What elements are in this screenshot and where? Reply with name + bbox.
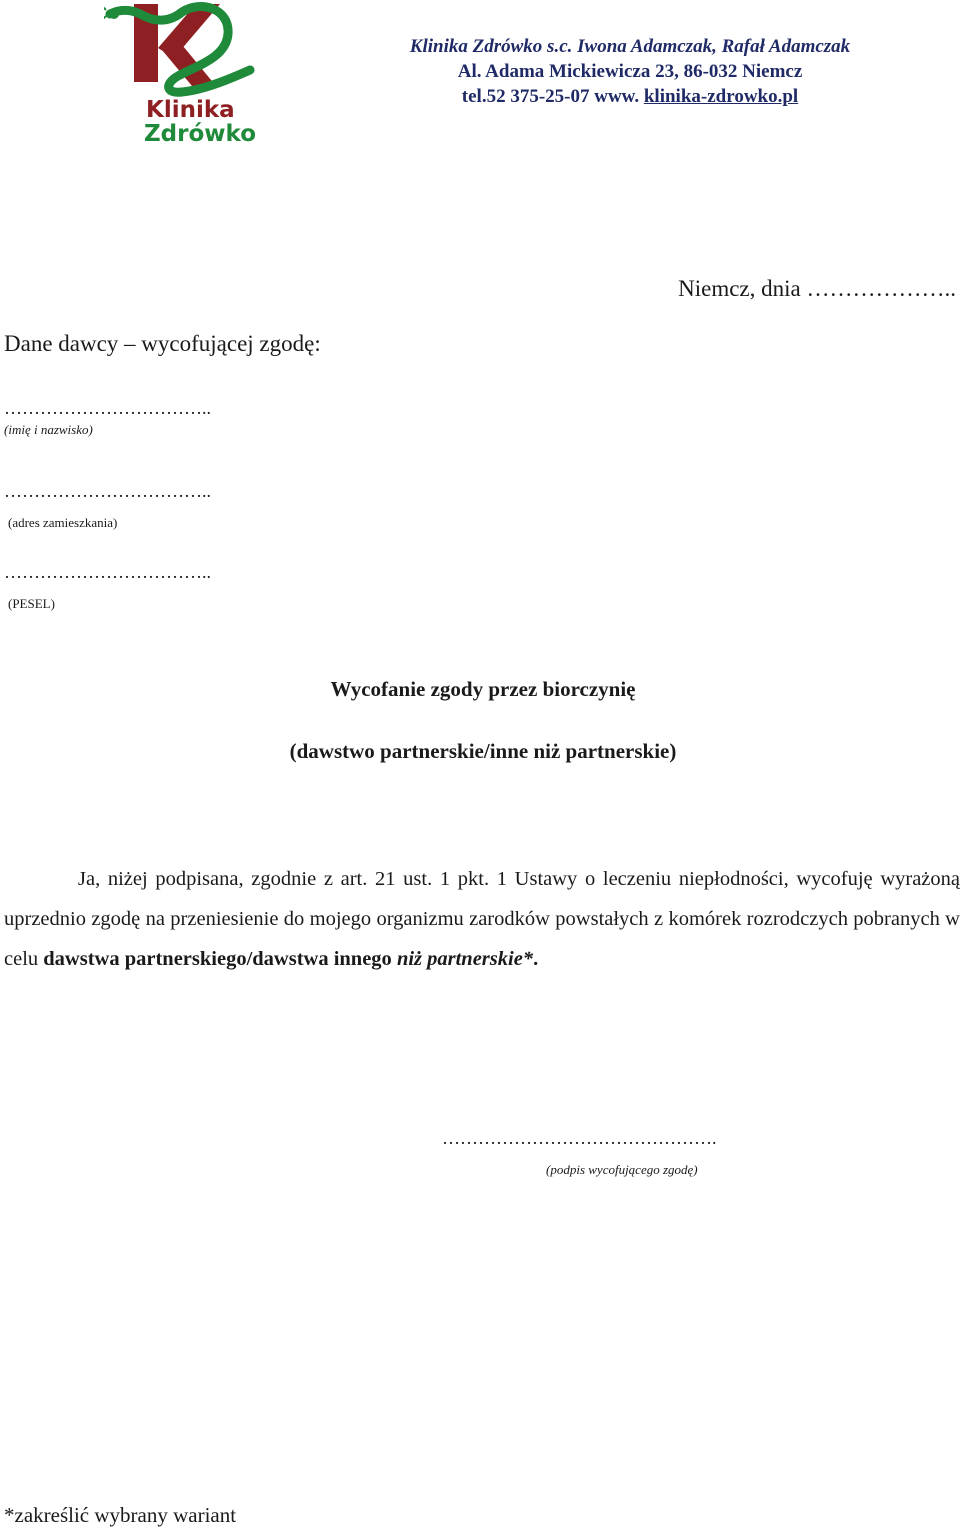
- body-text-bold-italic: niż partnerskie*: [396, 948, 534, 970]
- body-text-end: .: [533, 948, 539, 970]
- company-name: Klinika Zdrówko s.c. Iwona Adamczak, Rafał Adamczak: [409, 36, 851, 57]
- pesel-field-dots[interactable]: ……………………………..: [4, 562, 211, 582]
- logo-text-zdrowko: Zdrówko: [144, 121, 256, 146]
- signature-caption: (podpis wycofującego zgodę): [546, 1162, 698, 1177]
- logo-text-klinika: Klinika: [146, 97, 235, 123]
- company-address: Al. Adama Mickiewicza 23, 86-032 Niemcz: [457, 61, 803, 82]
- clinic-header: [330, 34, 930, 109]
- body-text-part1: Ja, niżej podpisana, zgodnie z art. 21 ust. 1 pkt. 1 Ustawy o leczeniu niepłodności, wycofuję wyrażoną uprzednio zgodę na przeniesienie do mojego organizmu zarodków powstałych z komórek rozrodczych pobranych w celu: [4, 868, 960, 970]
- document-subtitle: (dawstwo partnerskie/inne niż partnerskie): [289, 739, 677, 763]
- pesel-field-caption: (PESEL): [8, 596, 55, 611]
- body-text-bold: dawstwa partnerskiego/dawstwa innego: [43, 948, 397, 970]
- address-field-dots[interactable]: ……………………………..: [4, 481, 211, 501]
- signature-line[interactable]: ……………………………………….: [442, 1128, 717, 1148]
- address-field-caption: (adres zamieszkania): [8, 515, 118, 530]
- company-contact: [330, 84, 930, 109]
- donor-heading: Dane dawcy – wycofującej zgodę:: [4, 331, 321, 356]
- footnote: *zakreślić wybrany wariant: [4, 1503, 237, 1527]
- contact-phone: tel.52 375-25-07 www.: [461, 86, 644, 107]
- consent-withdrawal-paragraph: [4, 859, 960, 979]
- document-title: Wycofanie zgody przez biorczynię: [330, 677, 636, 701]
- clinic-logo: [104, 0, 256, 146]
- name-field-caption: (imię i nazwisko): [4, 422, 93, 437]
- logo-mark-icon: [104, 0, 256, 146]
- website-link[interactable]: klinika-zdrowko.pl: [643, 86, 799, 107]
- place-date-line[interactable]: Niemcz, dnia ………………..: [678, 276, 956, 301]
- name-field-dots[interactable]: ……………………………..: [4, 398, 211, 418]
